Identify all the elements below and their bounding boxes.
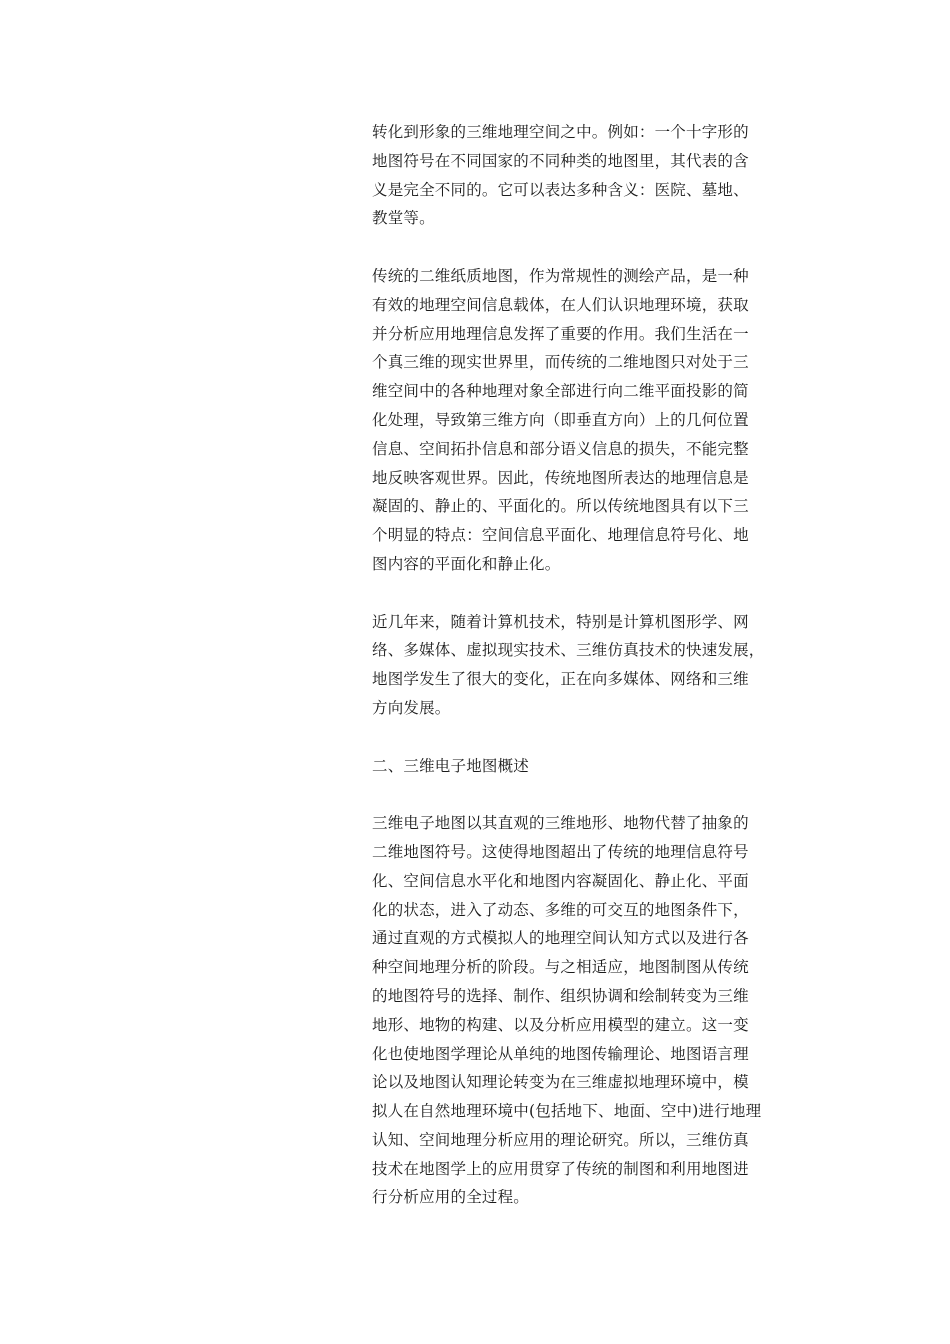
text-line: 化处理，导致第三维方向（即垂直方向）上的几何位置 [372,410,749,429]
text-line: 论以及地图认知理论转变为在三维虚拟地理环境中，模 [372,1073,749,1092]
section-heading-text: 二、三维电子地图概述 [372,756,530,775]
text-line: 义是完全不同的。它可以表达多种含义：医院、墓地、 [372,180,749,199]
paragraph-3d-map-overview [372,809,784,1212]
paragraph-gap [372,233,784,262]
text-line: 行分析应用的全过程。 [372,1188,530,1207]
paragraph-traditional-maps [372,262,784,579]
text-column [372,118,784,1212]
text-line: 地图符号在不同国家的不同种类的地图里，其代表的含 [372,151,749,170]
text-line: 化也使地图学理论从单纯的地图传输理论、地图语言理 [372,1044,749,1063]
text-line: 教堂等。 [372,209,435,228]
text-line: 地图学发生了很大的变化，正在向多媒体、网络和三维 [372,670,749,689]
text-line: 有效的地理空间信息载体，在人们认识地理环境，获取 [372,295,749,314]
text-line: 技术在地图学上的应用贯穿了传统的制图和利用地图进 [372,1159,749,1178]
paragraph-recent-developments [372,608,784,723]
text-line: 化的状态，进入了动态、多维的可交互的地图条件下， [372,900,749,919]
text-line: 信息、空间拓扑信息和部分语义信息的损失，不能完整 [372,439,749,458]
text-line: 近几年来，随着计算机技术，特别是计算机图形学、网 [372,612,749,631]
text-line: 图内容的平面化和静止化。 [372,554,561,573]
text-line: 地形、地物的构建、以及分析应用模型的建立。这一变 [372,1015,749,1034]
text-line: 认知、空间地理分析应用的理论研究。所以，三维仿真 [372,1130,749,1149]
text-line: 转化到形象的三维地理空间之中。例如：一个十字形的 [372,123,749,141]
text-line: 并分析应用地理信息发挥了重要的作用。我们生活在一 [372,324,749,343]
paragraph-gap [372,723,784,752]
text-line: 方向发展。 [372,698,451,717]
text-line: 种空间地理分析的阶段。与之相适应，地图制图从传统 [372,958,749,977]
paragraph-gap [372,780,784,809]
text-line: 三维电子地图以其直观的三维地形、地物代替了抽象的 [372,814,749,833]
text-line: 化、空间信息水平化和地图内容凝固化、静止化、平面 [372,871,749,890]
section-heading [372,752,784,781]
text-line: 拟人在自然地理环境中(包括地下、地面、空中)进行地理 [372,1102,762,1121]
text-line: 二维地图符号。这使得地图超出了传统的地理信息符号 [372,842,749,861]
text-line: 维空间中的各种地理对象全部进行向二维平面投影的简 [372,382,749,401]
paragraph-gap [372,579,784,608]
text-line: 的地图符号的选择、制作、组织协调和绘制转变为三维 [372,986,749,1005]
text-line: 地反映客观世界。因此，传统地图所表达的地理信息是 [372,468,749,487]
text-line: 传统的二维纸质地图，作为常规性的测绘产品，是一种 [372,266,749,285]
text-line: 个真三维的现实世界里，而传统的二维地图只对处于三 [372,353,749,372]
text-line: 通过直观的方式模拟人的地理空间认知方式以及进行各 [372,929,749,948]
text-line: 络、多媒体、虚拟现实技术、三维仿真技术的快速发展， [372,641,765,660]
text-line: 凝固的、静止的、平面化的。所以传统地图具有以下三 [372,497,749,516]
text-line: 个明显的特点：空间信息平面化、地理信息符号化、地 [372,526,749,545]
paragraph-intro-continued [372,118,784,233]
